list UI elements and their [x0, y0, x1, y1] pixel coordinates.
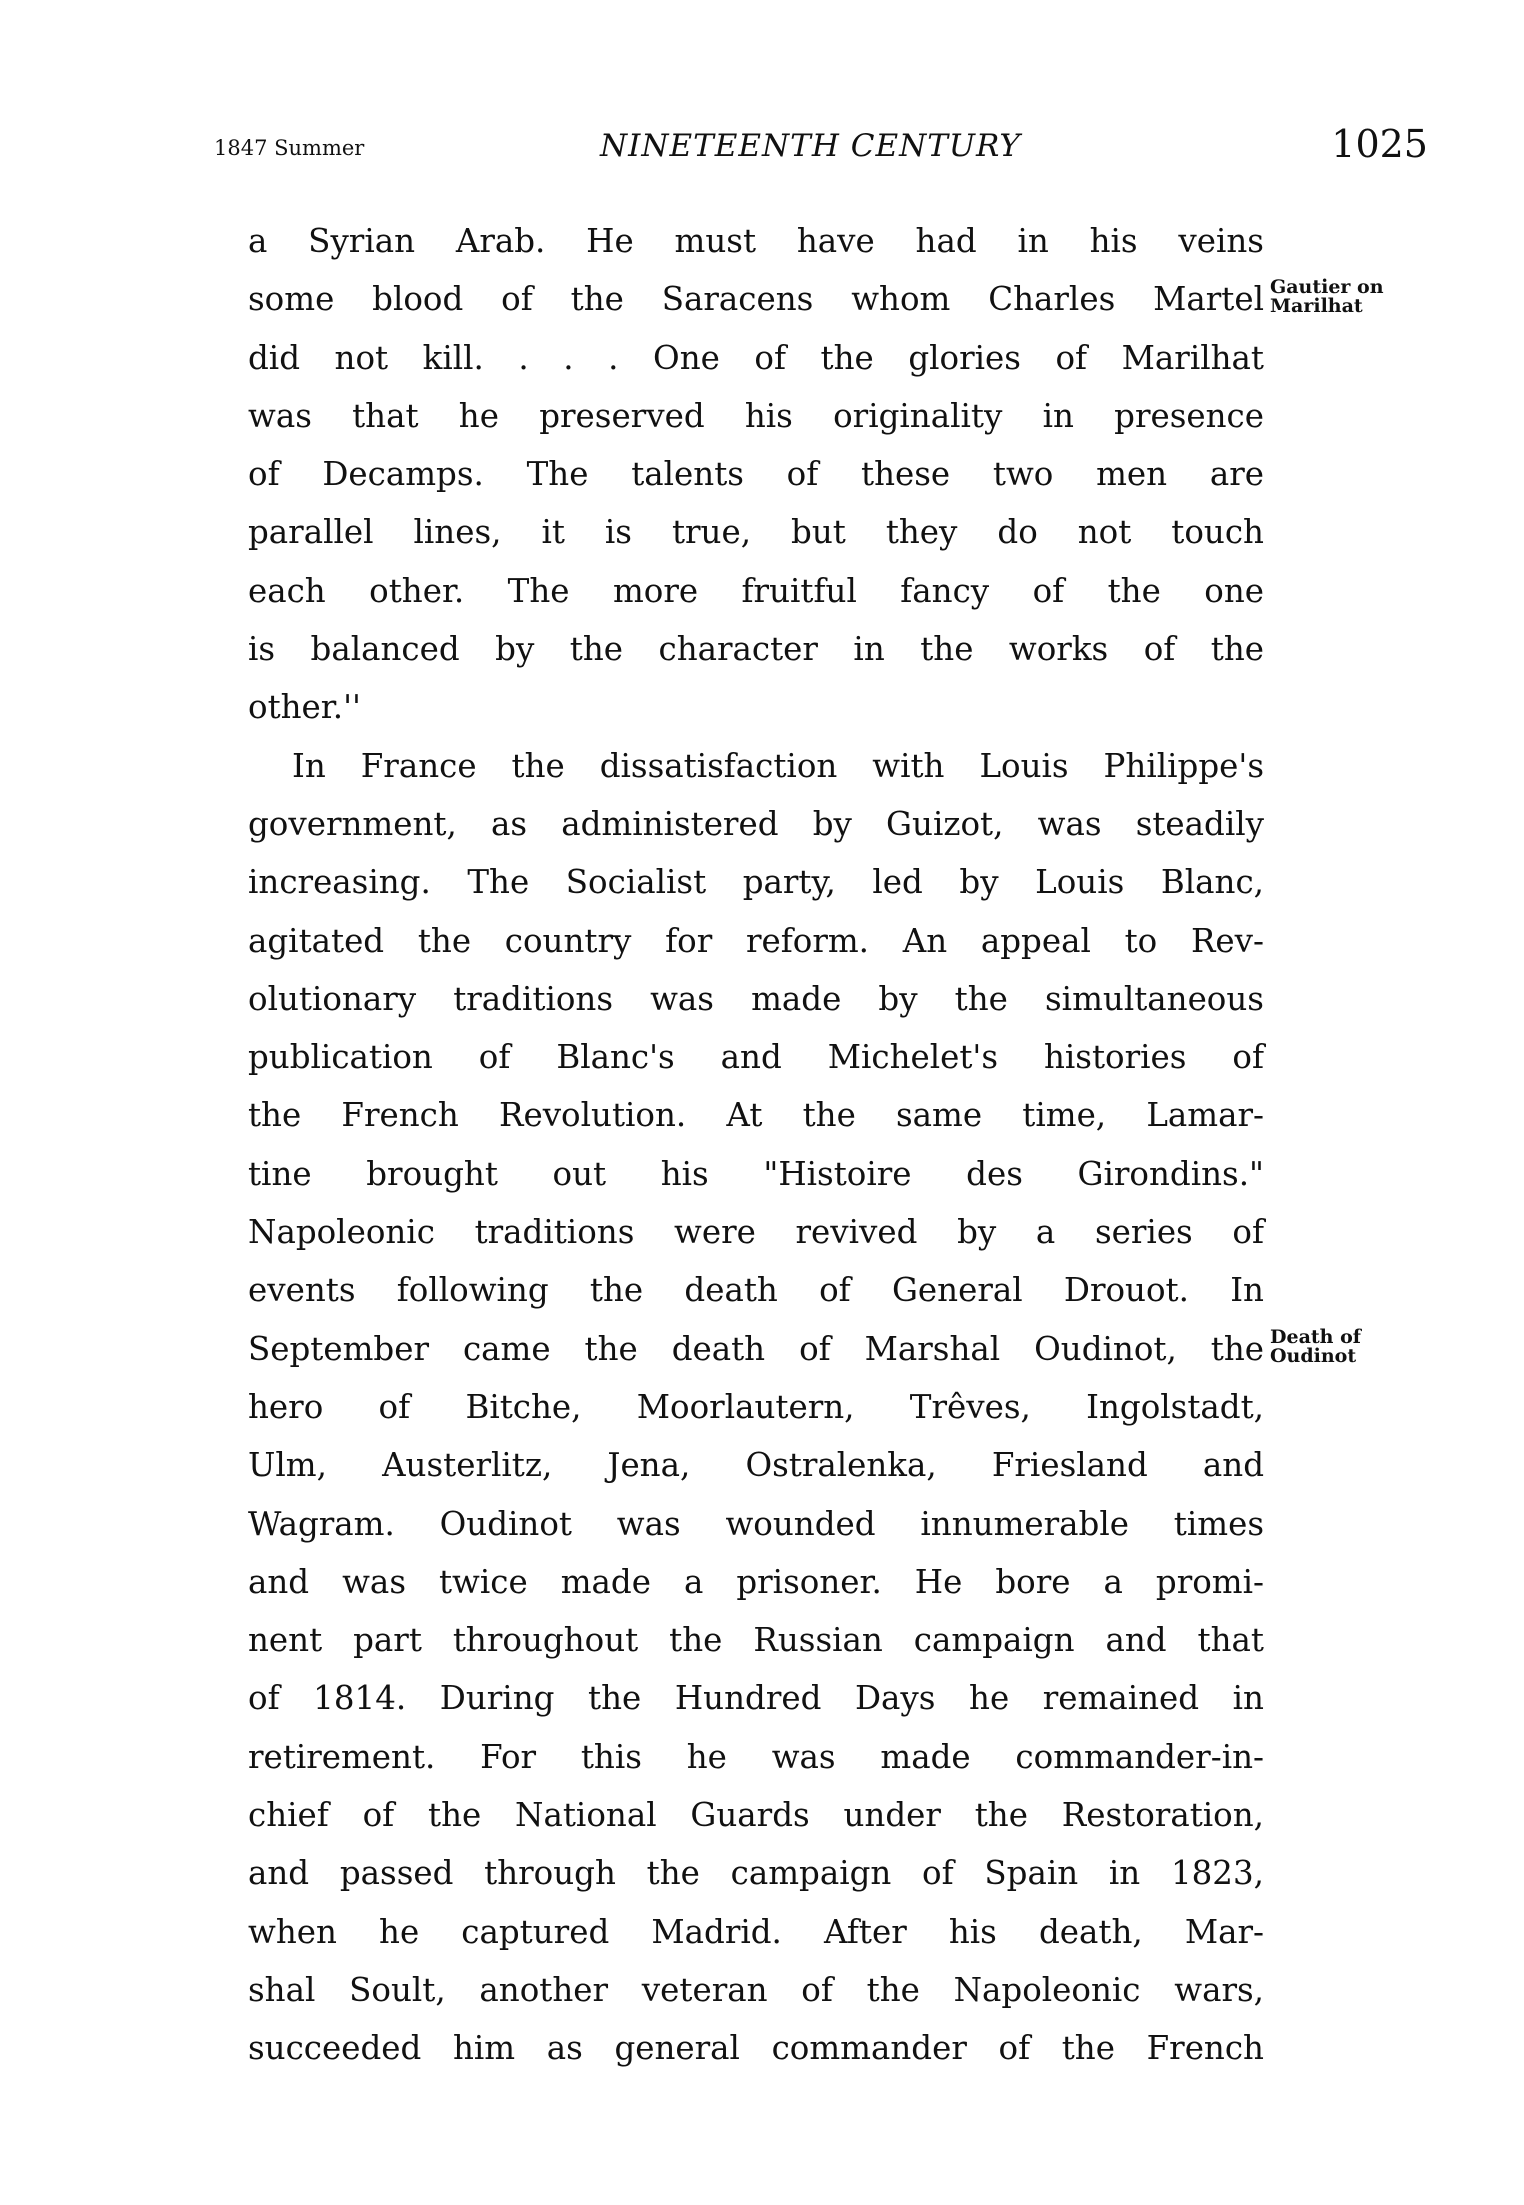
- text-line: [248, 1786, 1264, 1844]
- text-line-content: shal Soult, another veteran of the Napoleonic wars,: [248, 1970, 1264, 2009]
- text-line-content: retirement. For this he was made commander-in-: [248, 1737, 1264, 1776]
- text-line-content: publication of Blanc's and Michelet's histories of: [248, 1038, 1264, 1077]
- text-line: [248, 620, 1264, 678]
- text-line: [248, 1436, 1264, 1494]
- text-line-content: events following the death of General Drouot. In: [248, 1271, 1264, 1310]
- text-line-content: parallel lines, it is true, but they do not touch: [248, 513, 1264, 552]
- text-line-content: and was twice made a prisoner. He bore a promi-: [248, 1562, 1264, 1601]
- text-line: [248, 445, 1264, 503]
- text-line-content: Napoleonic traditions were revived by a series of: [248, 1213, 1264, 1252]
- text-line-content: olutionary traditions was made by the simultaneous: [248, 979, 1264, 1018]
- text-line: [248, 1028, 1264, 1086]
- text-line: [248, 1203, 1264, 1261]
- text-line-content: nent part throughout the Russian campaign and that: [248, 1621, 1264, 1660]
- text-line: [248, 737, 1264, 795]
- margin-note-line: Oudinot: [1270, 1344, 1357, 1367]
- text-line-content: chief of the National Guards under the Restoration,: [248, 1796, 1264, 1835]
- text-line: [248, 1495, 1264, 1553]
- text-line: [248, 795, 1264, 853]
- text-line: [248, 1961, 1264, 2019]
- text-line-content: a Syrian Arab. He must have had in his veins: [248, 222, 1264, 260]
- text-line-content: some blood of the Saracens whom Charles Martel: [248, 280, 1264, 319]
- margin-note: [1270, 1325, 1361, 1367]
- text-line-content: the French Revolution. At the same time, Lamar-: [248, 1096, 1264, 1135]
- text-line: [248, 912, 1264, 970]
- margin-note-line: Marilhat: [1270, 295, 1363, 318]
- text-line: [248, 970, 1264, 1028]
- text-line-content: September came the death of Marshal Oudinot, the: [248, 1329, 1264, 1368]
- text-line: [248, 212, 1264, 270]
- text-line: [248, 853, 1264, 911]
- text-line-content: hero of Bitche, Moorlautern, Trêves, Ingolstadt,: [248, 1387, 1264, 1426]
- text-line: [248, 1844, 1264, 1902]
- text-line-content: In France the dissatisfaction with Louis Philippe's: [292, 746, 1264, 785]
- text-line-content: was that he preserved his originality in presence: [248, 396, 1264, 435]
- text-line-content: and passed through the campaign of Spain in 1823,: [248, 1854, 1264, 1893]
- text-line: [248, 329, 1264, 387]
- text-line: [248, 562, 1264, 620]
- text-line: [248, 503, 1264, 561]
- text-line-content: other.'': [248, 688, 361, 727]
- text-line: [248, 1086, 1264, 1144]
- text-line: [248, 678, 1264, 736]
- text-line-content: agitated the country for reform. An appeal to Rev-: [248, 921, 1264, 960]
- text-line-content: is balanced by the character in the works of the: [248, 630, 1264, 669]
- text-line: [248, 2019, 1264, 2077]
- text-line-content: did not kill. . . . One of the glories of Marilhat: [248, 338, 1264, 377]
- margin-note-line: Gautier on: [1270, 276, 1384, 299]
- running-head-date: 1847 Summer: [214, 136, 365, 160]
- text-line-content: government, as administered by Guizot, was steadily: [248, 804, 1264, 843]
- text-line: [248, 1669, 1264, 1727]
- margin-note-line: Death of: [1270, 1325, 1361, 1348]
- text-line: [248, 1145, 1264, 1203]
- text-line: [248, 1903, 1264, 1961]
- text-line-content: each other. The more fruitful fancy of the one: [248, 571, 1264, 610]
- text-line-content: succeeded him as general commander of the French: [248, 2029, 1264, 2068]
- text-line: [248, 1553, 1264, 1611]
- margin-note: [1270, 278, 1384, 316]
- text-line: [248, 270, 1384, 328]
- running-head-title: NINETEENTH CENTURY: [600, 128, 1021, 164]
- text-line: [248, 1611, 1264, 1669]
- text-line-content: increasing. The Socialist party, led by Louis Blanc,: [248, 863, 1264, 902]
- text-line-content: Ulm, Austerlitz, Jena, Ostralenka, Friesland and: [248, 1446, 1264, 1485]
- text-line: [248, 1728, 1264, 1786]
- page-number: 1025: [1331, 122, 1428, 166]
- text-line: [248, 1320, 1361, 1378]
- body-text: [248, 212, 1384, 2078]
- text-line: [248, 1378, 1264, 1436]
- text-line-content: of Decamps. The talents of these two men are: [248, 455, 1264, 494]
- text-line-content: Wagram. Oudinot was wounded innumerable times: [248, 1504, 1264, 1543]
- text-line: [248, 1261, 1264, 1319]
- text-line-content: tine brought out his "Histoire des Girondins.": [248, 1154, 1264, 1193]
- text-line-content: of 1814. During the Hundred Days he remained in: [248, 1679, 1264, 1718]
- text-line: [248, 387, 1264, 445]
- text-line-content: when he captured Madrid. After his death, Mar-: [248, 1912, 1264, 1951]
